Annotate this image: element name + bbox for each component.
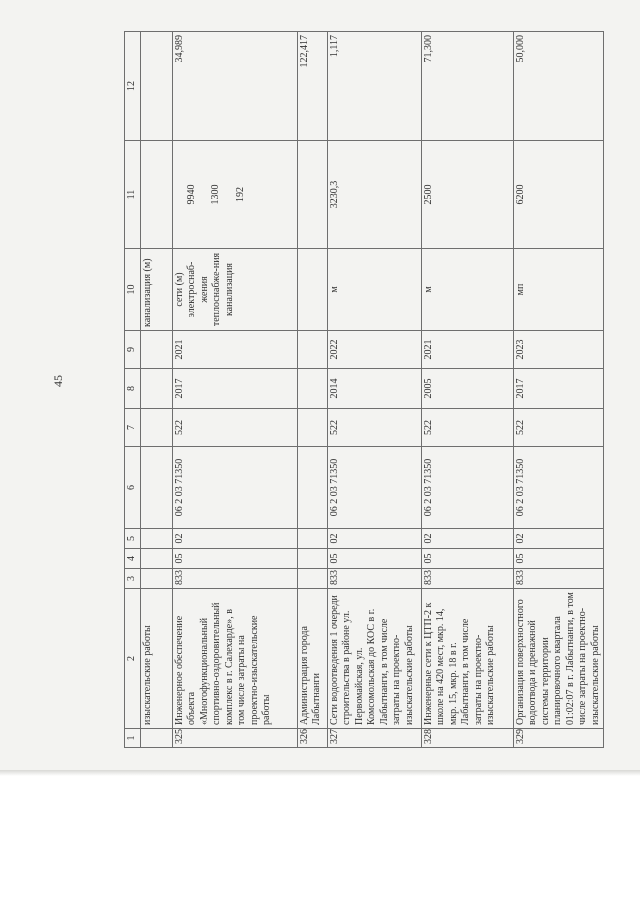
cell-code bbox=[297, 569, 327, 589]
header-cell: 10 bbox=[125, 249, 141, 331]
header-cell: 11 bbox=[125, 141, 141, 249]
header-cell: 7 bbox=[125, 409, 141, 447]
cell-unit: м bbox=[421, 249, 513, 331]
cell-end-year bbox=[140, 331, 172, 369]
page-number: 45 bbox=[51, 375, 65, 387]
row-number bbox=[140, 729, 172, 748]
cell-unit bbox=[172, 249, 297, 331]
cell-expense-type: 522 bbox=[327, 409, 421, 447]
header-row bbox=[125, 32, 141, 748]
header-cell: 3 bbox=[125, 569, 141, 589]
object-name: Организация поверхностного водоотвода и дренажной системы территории планировочного квартала 01:02:07 в г. Лабытнанги, в том числе затраты на проектно-изыскательские работы bbox=[513, 589, 604, 729]
cell-code: 833 bbox=[172, 569, 297, 589]
cell-amount: 50,000 bbox=[513, 32, 604, 141]
cell-start-year: 2005 bbox=[421, 369, 513, 409]
cell-start-year: 2017 bbox=[513, 369, 604, 409]
header-cell: 12 bbox=[125, 32, 141, 141]
cell-subsection: 02 bbox=[327, 529, 421, 549]
cell-target bbox=[140, 447, 172, 529]
cell-section bbox=[140, 549, 172, 569]
cell-end-year: 2022 bbox=[327, 331, 421, 369]
cell-capacity: 2500 bbox=[421, 141, 513, 249]
capacity-value: 1300 bbox=[210, 184, 221, 205]
header-cell: 6 bbox=[125, 447, 141, 529]
cell-subsection bbox=[140, 529, 172, 549]
table-row bbox=[421, 32, 513, 748]
table-row bbox=[140, 32, 172, 748]
unit-item: электроснаб-жения bbox=[186, 261, 210, 318]
cell-capacity: 6200 bbox=[513, 141, 604, 249]
cell-amount: 1,117 bbox=[327, 32, 421, 141]
cell-code bbox=[140, 569, 172, 589]
row-number: 326 bbox=[297, 729, 327, 748]
table-row bbox=[297, 32, 327, 748]
cell-end-year: 2021 bbox=[421, 331, 513, 369]
cell-expense-type: 522 bbox=[513, 409, 604, 447]
cell-capacity: 3230,3 bbox=[327, 141, 421, 249]
cell-unit: канализация (м) bbox=[140, 249, 172, 331]
cell-capacity bbox=[140, 141, 172, 249]
cell-code: 833 bbox=[327, 569, 421, 589]
row-number: 329 bbox=[513, 729, 604, 748]
cell-target: 06 2 03 71350 bbox=[513, 447, 604, 529]
cell-subsection: 02 bbox=[172, 529, 297, 549]
object-name: Сети водоотведения 1 очереди строительства в районе ул. Первомайская, ул. Комсомольская до КОС в г. Лабытнанги, в том числе затраты на проектно-изыскательские работы bbox=[327, 589, 421, 729]
cell-end-year bbox=[297, 331, 327, 369]
cell-target bbox=[297, 447, 327, 529]
cell-amount bbox=[140, 32, 172, 141]
table-row bbox=[172, 32, 297, 748]
object-name: изыскательские работы bbox=[140, 589, 172, 729]
budget-table bbox=[124, 31, 604, 748]
cell-section: 05 bbox=[327, 549, 421, 569]
cell-target: 06 2 03 71350 bbox=[327, 447, 421, 529]
header-cell: 5 bbox=[125, 529, 141, 549]
page-shadow bbox=[0, 770, 640, 776]
cell-unit bbox=[297, 249, 327, 331]
cell-expense-type: 522 bbox=[421, 409, 513, 447]
table-row bbox=[327, 32, 421, 748]
cell-capacity bbox=[172, 141, 297, 249]
cell-end-year: 2021 bbox=[172, 331, 297, 369]
cell-unit: м bbox=[327, 249, 421, 331]
cell-section: 05 bbox=[513, 549, 604, 569]
cell-section bbox=[297, 549, 327, 569]
cell-amount: 71,300 bbox=[421, 32, 513, 141]
object-name: Администрация города Лабытнанги bbox=[297, 589, 327, 729]
row-number: 325 bbox=[172, 729, 297, 748]
cell-start-year bbox=[140, 369, 172, 409]
header-cell: 4 bbox=[125, 549, 141, 569]
cell-code: 833 bbox=[421, 569, 513, 589]
unit-item: канализация bbox=[223, 262, 235, 317]
cell-capacity bbox=[297, 141, 327, 249]
cell-code: 833 bbox=[513, 569, 604, 589]
capacity-value: 9940 bbox=[185, 184, 197, 205]
table-row bbox=[513, 32, 604, 748]
object-name: Инженерное обеспечение объекта «Многофункциональный спортивно-оздоровительный комплекс в г. Салехарде», в том числе затраты на проектно-изыскательские работы bbox=[172, 589, 297, 729]
cell-start-year: 2017 bbox=[172, 369, 297, 409]
header-cell: 9 bbox=[125, 331, 141, 369]
cell-amount: 122,417 bbox=[297, 32, 327, 141]
object-name: Инженерные сети к ЦТП-2 к школе на 420 мест, мкр. 14, мкр. 15, мкр. 18 в г. Лабытнанги, в том числе затраты на проектно-изыскательские работы bbox=[421, 589, 513, 729]
header-cell: 8 bbox=[125, 369, 141, 409]
cell-expense-type bbox=[140, 409, 172, 447]
row-number: 328 bbox=[421, 729, 513, 748]
cell-end-year: 2023 bbox=[513, 331, 604, 369]
header-cell: 2 bbox=[125, 589, 141, 729]
cell-expense-type bbox=[297, 409, 327, 447]
cell-start-year bbox=[297, 369, 327, 409]
capacity-value: 192 bbox=[234, 187, 246, 202]
cell-subsection bbox=[297, 529, 327, 549]
row-number: 327 bbox=[327, 729, 421, 748]
unit-item: теплоснабже-ния bbox=[211, 252, 222, 327]
cell-subsection: 02 bbox=[421, 529, 513, 549]
cell-unit: мп bbox=[513, 249, 604, 331]
cell-expense-type: 522 bbox=[172, 409, 297, 447]
cell-target: 06 2 03 71350 bbox=[172, 447, 297, 529]
cell-amount: 34,989 bbox=[172, 32, 297, 141]
header-cell: 1 bbox=[125, 729, 141, 748]
cell-start-year: 2014 bbox=[327, 369, 421, 409]
cell-target: 06 2 03 71350 bbox=[421, 447, 513, 529]
rotated-table-wrapper bbox=[124, 32, 602, 748]
cell-subsection: 02 bbox=[513, 529, 604, 549]
cell-section: 05 bbox=[172, 549, 297, 569]
unit-label: сети (м) bbox=[173, 272, 185, 307]
cell-section: 05 bbox=[421, 549, 513, 569]
